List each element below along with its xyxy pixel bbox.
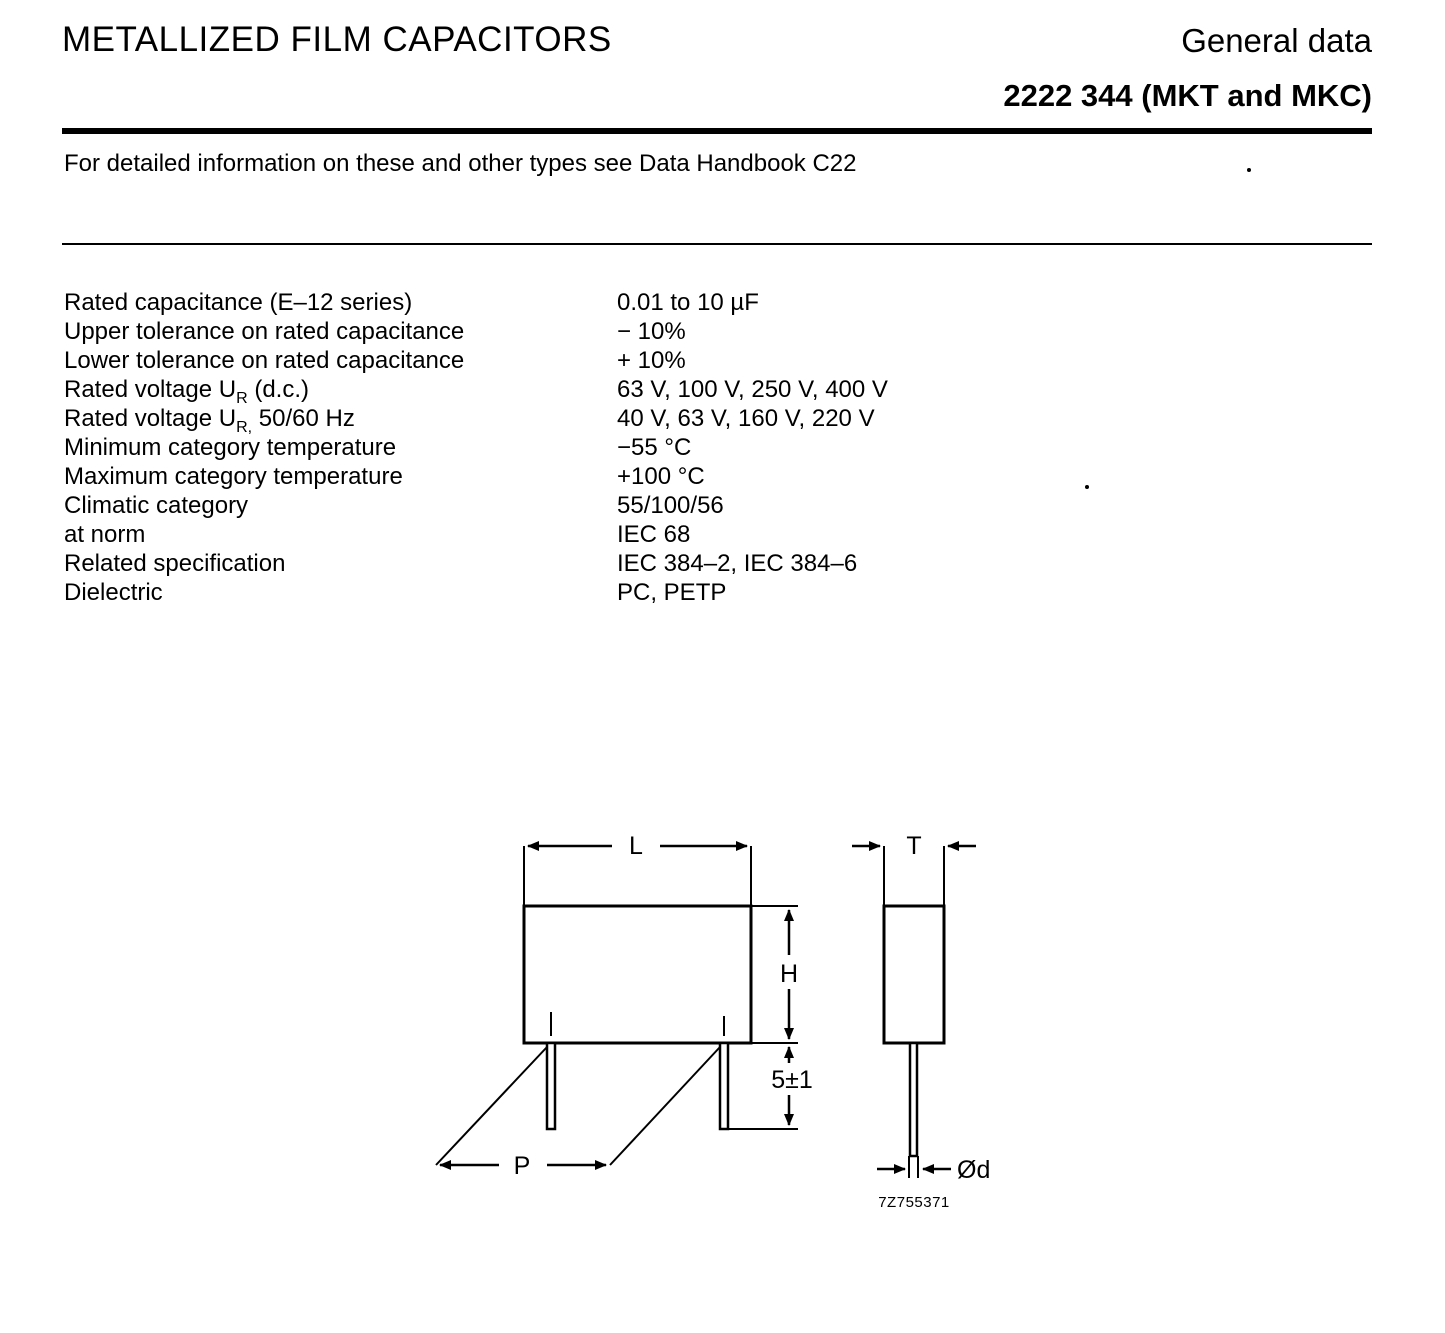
spec-value: 0.01 to 10 µF [617, 289, 759, 316]
spec-label: Lower tolerance on rated capacitance [64, 347, 465, 374]
spec-label: Related specification [64, 550, 286, 577]
dim-label-T: T [906, 832, 922, 860]
proj-line-P-left [436, 1047, 547, 1165]
spec-row [64, 289, 1064, 318]
spec-label: Rated voltage $U_R$ (d.c.) [64, 376, 310, 407]
spec-row [64, 347, 1064, 376]
spec-label: Minimum category temperature [64, 434, 397, 461]
spec-value: 55/100/56 [617, 492, 724, 519]
capacitor-body-front [524, 906, 751, 1043]
figure-code: 7Z755371 [878, 1194, 950, 1211]
page-title: METALLIZED FILM CAPACITORS [62, 20, 612, 59]
spec-row [64, 376, 1064, 405]
spec-label: Climatic category [64, 492, 249, 519]
spec-label: Rated voltage $U_{R,}$ 50/60 Hz [64, 405, 355, 436]
spec-value: IEC 384–2, IEC 384–6 [617, 550, 858, 577]
dim-label-H: H [779, 960, 799, 988]
spec-row [64, 492, 1064, 521]
header-part-number: 2222 344 (MKT and MKC) [1003, 78, 1372, 113]
section-divider-thin [62, 243, 1372, 245]
dim-label-P: P [513, 1152, 531, 1180]
drawing-svg [400, 820, 1050, 1240]
spec-row [64, 550, 1064, 579]
spec-value: IEC 68 [617, 521, 691, 548]
spec-value: 63 V, 100 V, 250 V, 400 V [617, 376, 888, 403]
spec-row [64, 521, 1064, 550]
general-data-spec-list [64, 289, 1064, 608]
capacitor-body-side [884, 906, 944, 1043]
spec-value: −55 °C [617, 434, 692, 461]
spec-label: Upper tolerance on rated capacitance [64, 318, 465, 345]
spec-label: at norm [64, 521, 146, 548]
lead-right-front [720, 1043, 728, 1129]
spec-row [64, 463, 1064, 492]
stray-dot-upper [1247, 168, 1251, 172]
lead-side [910, 1043, 917, 1156]
page-header [62, 14, 1372, 124]
spec-value: 40 V, 63 V, 160 V, 220 V [617, 405, 875, 432]
header-subtitle-general-data: General data [1181, 22, 1372, 59]
proj-line-P-right [610, 1047, 720, 1165]
spec-row [64, 434, 1064, 463]
dim-label-L: L [629, 832, 643, 860]
spec-row [64, 579, 1064, 608]
handbook-reference-text: For detailed information on these and other types see Data Handbook C22 [64, 150, 857, 177]
lead-left-front [547, 1043, 555, 1129]
spec-row [64, 405, 1064, 434]
capacitor-outline-drawing [400, 820, 1050, 1240]
spec-value: + 10% [617, 347, 686, 374]
stray-dot-lower [1085, 485, 1089, 489]
spec-label: Rated capacitance (E–12 series) [64, 289, 413, 316]
dim-label-lead-length: 5±1 [771, 1066, 813, 1094]
spec-label: Maximum category temperature [64, 463, 403, 490]
spec-row [64, 318, 1064, 347]
dim-label-d: Ød [957, 1156, 991, 1184]
spec-value: PC, PETP [617, 579, 727, 606]
spec-value: +100 °C [617, 463, 705, 490]
spec-label: Dielectric [64, 579, 163, 606]
header-divider-thick [62, 128, 1372, 134]
spec-value: − 10% [617, 318, 686, 345]
